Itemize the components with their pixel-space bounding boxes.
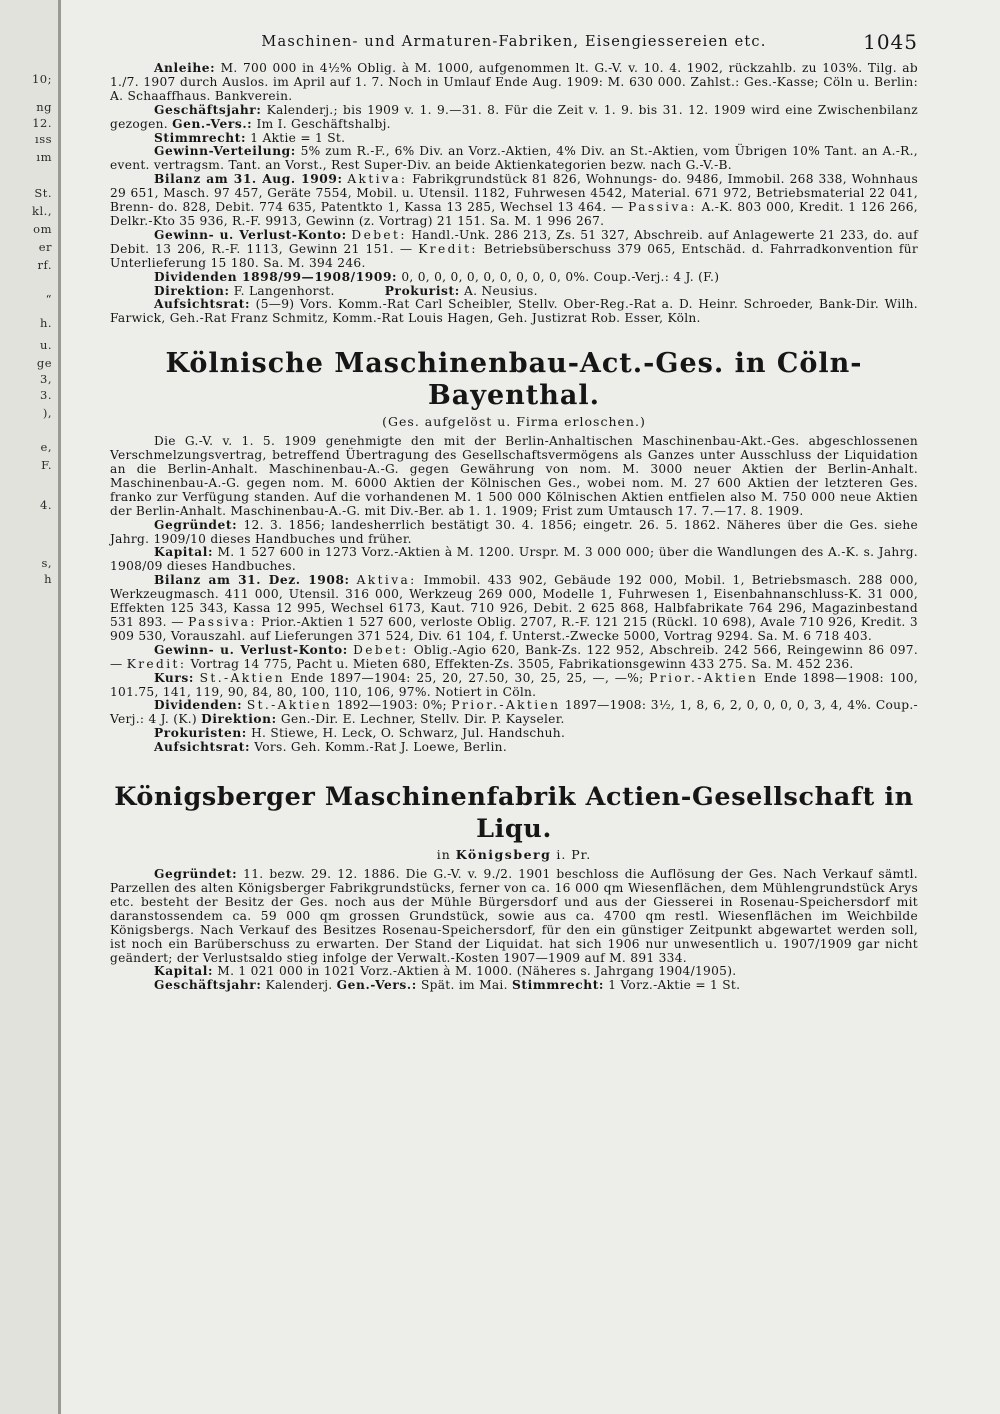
field-label: Aufsichtsrat: — [154, 297, 251, 312]
balance-paragraph — [110, 173, 918, 229]
field-text: Prior.-Aktien 1 527 600, verloste Oblig. 2707, R.-F. 121 215 (Rückl. 10 698), Avale 710 926, Kredit. 3 909 530, Vorauszahl. auf Lieferungen 371 524, Div. 61 104, f. Unterst.-Zwecke 5000, Vortrag 9294. Sa. M. 6 718 403. — [110, 615, 918, 643]
company-subtitle: (Ges. aufgelöst u. Firma erloschen.) — [382, 414, 646, 430]
field-text: Ende 1897—1904: 25, 20, 27.50, 30, 25, 25, —, —%; — [290, 670, 644, 685]
profit-loss-paragraph — [110, 229, 918, 271]
field-keyword: Passiva: — [188, 615, 257, 629]
balance-paragraph — [110, 574, 918, 644]
field-text: F. Langenhorst. — [233, 283, 335, 298]
edge-fragment: kl., — [32, 204, 52, 218]
supervisory-board-paragraph — [110, 298, 918, 326]
field-text: Kalenderj. — [265, 978, 333, 993]
adjacent-page-edge — [0, 0, 61, 1414]
dividends-paragraph — [110, 699, 918, 727]
field-label: Kapital: — [154, 545, 214, 560]
field-text: 1892—1903: 0%; — [336, 698, 447, 713]
company-subtitle — [110, 847, 918, 862]
field-text: Oblig.-Agio 620, Bank-Zs. 122 952, Abschreib. 242 566, Reingewinn 86 097. — — [110, 642, 918, 671]
fiscal-year-paragraph — [110, 979, 918, 993]
running-title: Maschinen- und Armaturen-Fabriken, Eisengiessereien etc. — [261, 34, 767, 50]
edge-fragment: ım — [36, 150, 52, 164]
field-text: Ende 1898—1908: 100, 101.75, 141, 119, 90, 84, 80, 100, 110, 106, 97%. Notiert in Cöln. — [110, 670, 918, 699]
field-text: Vors. Geh. Komm.-Rat J. Loewe, Berlin. — [254, 740, 508, 755]
field-label: Geschäftsjahr: — [154, 102, 262, 117]
edge-fragment: F. — [41, 458, 52, 472]
management-paragraph — [110, 285, 918, 299]
field-text: 1 Vorz.-Aktie = 1 St. — [608, 978, 741, 993]
field-text: Spät. im Mai. — [420, 978, 508, 993]
field-label: Bilanz am 31. Dez. 1908: — [154, 573, 350, 588]
field-text: A. Neusius. — [464, 283, 538, 298]
supervisory-board-paragraph — [110, 741, 918, 755]
founded-paragraph — [110, 868, 918, 965]
company-entry — [110, 781, 918, 993]
edge-fragment: 3, — [40, 372, 52, 386]
edge-fragment: 3. — [40, 388, 52, 402]
field-label: Direktion: — [154, 283, 230, 298]
field-text: 1897—1908: 3½, 1, 8, 6, 2, 0, 0, 0, 0, 3, 4, 4%. Coup.-Verj.: 4 J. (K.) — [110, 698, 918, 727]
field-label: Kapital: — [154, 964, 214, 979]
field-label: Stimmrecht: — [154, 130, 247, 145]
edge-fragment: e, — [40, 440, 52, 454]
field-label: Dividenden 1898/99—1908/1909: — [154, 269, 398, 284]
running-head — [110, 30, 918, 62]
field-text: M. 700 000 in 4½% Oblig. à M. 1000, aufgenommen lt. G.-V. v. 10. 4. 1902, rückzahlb. zu 103%. Tilg. ab 1./7. 1907 durch Auslos. im April auf 1. 7. Noch in Umlauf Ende Aug. 1909: M. 630 000. Zahlst.: Ges.-Kasse; Cöln u. Berlin: A. Schaaffhaus. Bankverein. — [110, 61, 918, 103]
field-text: Fabrikgrundstück 81 826, Wohnungs- do. 9486, Immobil. 268 338, Wohnhaus 29 651, Masch. 97 457, Geräte 7554, Mobil. u. Utensil. 1182, Fuhrwesen 4542, Material. 671 972, Betriebsmaterial 22 041, Brenn- do. 828, Debit. 774 635, Patentkto 1, Kassa 13 285, Wechsel 13 464. — — [110, 172, 919, 215]
field-label: Prokurist: — [384, 283, 460, 298]
field-keyword: Debet: — [351, 227, 407, 242]
edge-fragment: er — [38, 240, 52, 254]
field-label: Anleihe: — [154, 61, 216, 75]
field-text: Im I. Geschäftshalbj. — [256, 116, 391, 131]
profit-loss-paragraph — [110, 644, 918, 672]
field-label: Stimmrecht: — [511, 978, 605, 993]
edge-fragment: h — [44, 572, 52, 586]
field-text: 1 Aktie = 1 St. — [250, 130, 346, 145]
edge-fragment: ıss — [35, 132, 52, 146]
field-label: Bilanz am 31. Aug. 1909: — [154, 172, 343, 187]
edge-fragment: rf. — [37, 258, 52, 272]
field-keyword: Prior.-Aktien — [649, 670, 759, 685]
field-text: 12. 3. 1856; landesherrlich bestätigt 30. 4. 1856; eingetr. 26. 5. 1862. Näheres über die Ges. siehe Jahrg. 1909/10 dieses Handbuches und früher. — [110, 517, 918, 546]
company-title: Königsberger Maschinenfabrik Actien-Gesellschaft in Liqu. — [114, 782, 914, 845]
field-keyword: Passiva: — [628, 200, 697, 215]
field-text: A.-K. 803 000, Kredit. 1 126 266, Delkr.-Kto 35 936, R.-F. 9913, Gewinn (z. Vortrag) 21 151. Sa. M. 1 996 267. — [110, 200, 918, 228]
subtitle-suffix: i. Pr. — [556, 847, 592, 863]
field-text: Handl.-Unk. 286 213, Zs. 51 327, Abschreib. auf Anlagewerte 21 233, do. auf Debit. 13 206, R.-F. 1113, Gewinn 21 151. — — [110, 227, 918, 256]
page-number: 1045 — [863, 30, 918, 54]
officers-paragraph — [110, 727, 918, 741]
dividends-paragraph — [110, 271, 918, 285]
edge-fragment: 10; — [31, 72, 52, 86]
share-price-paragraph — [110, 672, 918, 700]
company-entry — [110, 348, 918, 755]
field-keyword: Prior.-Aktien — [451, 698, 561, 713]
capital-paragraph — [110, 546, 918, 574]
edge-fragment: h. — [39, 316, 52, 330]
subtitle-city: Königsberg — [455, 847, 552, 863]
field-label: Prokuristen: — [154, 726, 247, 741]
edge-fragment: s, — [41, 556, 52, 570]
subtitle-prefix: in — [436, 847, 451, 863]
field-text: Kalenderj.; bis 1909 v. 1. 9.—31. 8. Für die Zeit v. 1. 9. bis 31. 12. 1909 wird eine Zwischenbilanz gezogen. — [110, 102, 918, 131]
edge-fragment: St. — [34, 186, 52, 200]
field-label: Gewinn- u. Verlust-Konto: — [154, 642, 348, 657]
field-keyword: St.-Aktien — [199, 670, 285, 685]
field-text: Immobil. 433 902, Gebäude 192 000, Mobil. 1, Betriebsmasch. 288 000, Werkzeugmasch. 411 000, Utensil. 316 000, Werkzeug 269 000, Modelle 1, Fuhrwesen 1, Eisenbahnanschluss-K. 31 000, Effekten 125 343, Kassa 12 995, Wechsel 6173, Kaut. 710 926, Debit. 2 625 868, Halbfabrikate 764 296, Magazinbestand 531 893. — — [110, 573, 918, 629]
field-text: Die G.-V. v. 1. 5. 1909 genehmigte den mit der Berlin-Anhaltischen Maschinenbau-Akt.-Ges. abgeschlossenen Verschmelzungsvertrag, betreffend Übertragung des Gesellschaftsvermögens als Ganzes unter Ausschluss der Liquidation an die Berlin-Anhalt. Maschinenbau-A.-G. gegen Gewährung von nom. M. 3000 neuer Aktien der Berlin-Anhalt. Maschinenbau-A.-G. gegen nom. M. 6000 Aktien der Kölnischen Ges., wobei nom. M. 27 600 Aktien der letzteren Ges. franko zur Verfügung standen. Auf die vorhandenen M. 1 500 000 Kölnischen Aktien entfielen also M. 750 000 neue Aktien der Berlin-Anhalt. Maschinenbau-A.-G. mit Div.-Ber. ab 1. 1. 1909; Frist zum Umtausch 17. 7.—17. 8. 1909. — [110, 434, 918, 518]
edge-fragment: om — [33, 222, 52, 236]
field-keyword: Kredit: — [126, 656, 187, 671]
edge-fragment: 4. — [40, 498, 52, 512]
capital-paragraph — [110, 965, 918, 979]
book-page — [110, 30, 918, 1400]
field-label: Gewinn- u. Verlust-Konto: — [154, 227, 347, 242]
field-label: Direktion: — [201, 712, 277, 727]
merger-paragraph — [110, 435, 918, 518]
edge-fragment: u. — [39, 338, 52, 352]
field-keyword: Aktiva: — [347, 172, 408, 187]
field-text: 5% zum R.-F., 6% Div. an Vorz.-Aktien, 4% Div. an St.-Aktien, vom Übrigen 10% Tant. an A.-R., event. vertragsm. Tant. an Vorst., Rest Super-Div. an beide Aktienkategorien bezw. nach G.-V.-B. — [110, 144, 918, 173]
field-label: Kurs: — [154, 670, 194, 685]
field-text: Betriebsüberschuss 379 065, Entschäd. d. Fahrradkonvention für Unterlieferung 15 180. Sa. M. 394 246. — [110, 241, 918, 270]
field-text: (5—9) Vors. Komm.-Rat Carl Scheibler, Stellv. Ober-Reg.-Rat a. D. Heinr. Schroeder, Bank-Dir. Wilh. Farwick, Geh.-Rat Franz Schmitz, Komm.-Rat Louis Hagen, Geh. Justizrat Rob. Esser, Köln. — [110, 297, 918, 326]
fiscal-year-paragraph — [110, 104, 918, 132]
field-text: H. Stiewe, H. Leck, O. Schwarz, Jul. Handschuh. — [251, 726, 566, 741]
edge-fragment: ge — [36, 356, 52, 370]
field-label: Dividenden: — [154, 698, 243, 713]
field-text: Vortrag 14 775, Pacht u. Mieten 680, Effekten-Zs. 3505, Fabrikationsgewinn 433 275. Sa. M. 452 236. — [190, 656, 854, 671]
field-text: 11. bezw. 29. 12. 1886. Die G.-V. v. 9./2. 1901 beschloss die Auflösung der Ges. Nach Verkauf sämtl. Parzellen des alten Königsberger Fabrikgrundstücks, ferner von ca. 16 000 qm Wiesenflächen, dem Mühlengrundstück Arys etc. besteht der Besitz der Ges. noch aus der Mühle Bürgersdorf und aus der Giesserei in Rosenau-Speichersdorf mit daranstossendem ca. 59 000 qm grossen Grundstück, sowie aus ca. 4700 qm restl. Wiesenflächen im Weichbilde Königsbergs. Nach Verkauf des Besitzes Rosenau-Speichersdorf, für den ein günstiger Zeitpunkt abgewartet werden soll, ist noch ein Barüberschuss zu erwarten. Der Stand der Liquidat. hat sich 1906 nur unwesentlich u. 1907/1909 gar nicht geändert; der Verlustsaldo stieg infolge der Verwalt.-Kosten 1907—1909 auf M. 891 334. — [110, 867, 918, 965]
field-text: M. 1 021 000 in 1021 Vorz.-Aktien à M. 1000. (Näheres s. Jahrgang 1904/1905). — [217, 964, 737, 979]
field-keyword: Debet: — [353, 642, 409, 657]
edge-fragment: “ — [45, 292, 52, 306]
edge-fragment: 12. — [32, 116, 52, 130]
field-label: Gegründet: — [154, 517, 238, 532]
field-keyword: Aktiva: — [356, 573, 417, 588]
edge-fragment: ng — [36, 100, 52, 114]
company-title: Kölnische Maschinenbau-Act.-Ges. in Cöln-Bayenthal. — [165, 348, 863, 412]
field-label: Aufsichtsrat: — [154, 740, 251, 755]
founded-paragraph — [110, 519, 918, 547]
field-label: Gen.-Vers.: — [336, 978, 417, 993]
loan-paragraph — [110, 62, 918, 104]
edge-fragment: ), — [42, 406, 52, 420]
field-text: Gen.-Dir. E. Lechner, Stellv. Dir. P. Kayseler. — [280, 712, 565, 727]
field-text: M. 1 527 600 in 1273 Vorz.-Aktien à M. 1200. Urspr. M. 3 000 000; über die Wandlungen des A.-K. s. Jahrg. 1908/09 dieses Handbuches. — [110, 545, 918, 574]
field-label: Gegründet: — [154, 867, 238, 882]
field-text: 0, 0, 0, 0, 0, 0, 0, 0, 0, 0, 0%. Coup.-Verj.: 4 J. (F.) — [401, 269, 720, 284]
field-keyword: St.-Aktien — [246, 698, 333, 713]
profit-distribution-paragraph — [110, 145, 918, 173]
field-label: Geschäftsjahr: — [154, 978, 262, 993]
field-label: Gewinn-Verteilung: — [154, 144, 296, 159]
field-keyword: Kredit: — [418, 241, 478, 256]
entry-continued — [110, 62, 918, 326]
field-label: Gen.-Vers.: — [172, 116, 253, 131]
